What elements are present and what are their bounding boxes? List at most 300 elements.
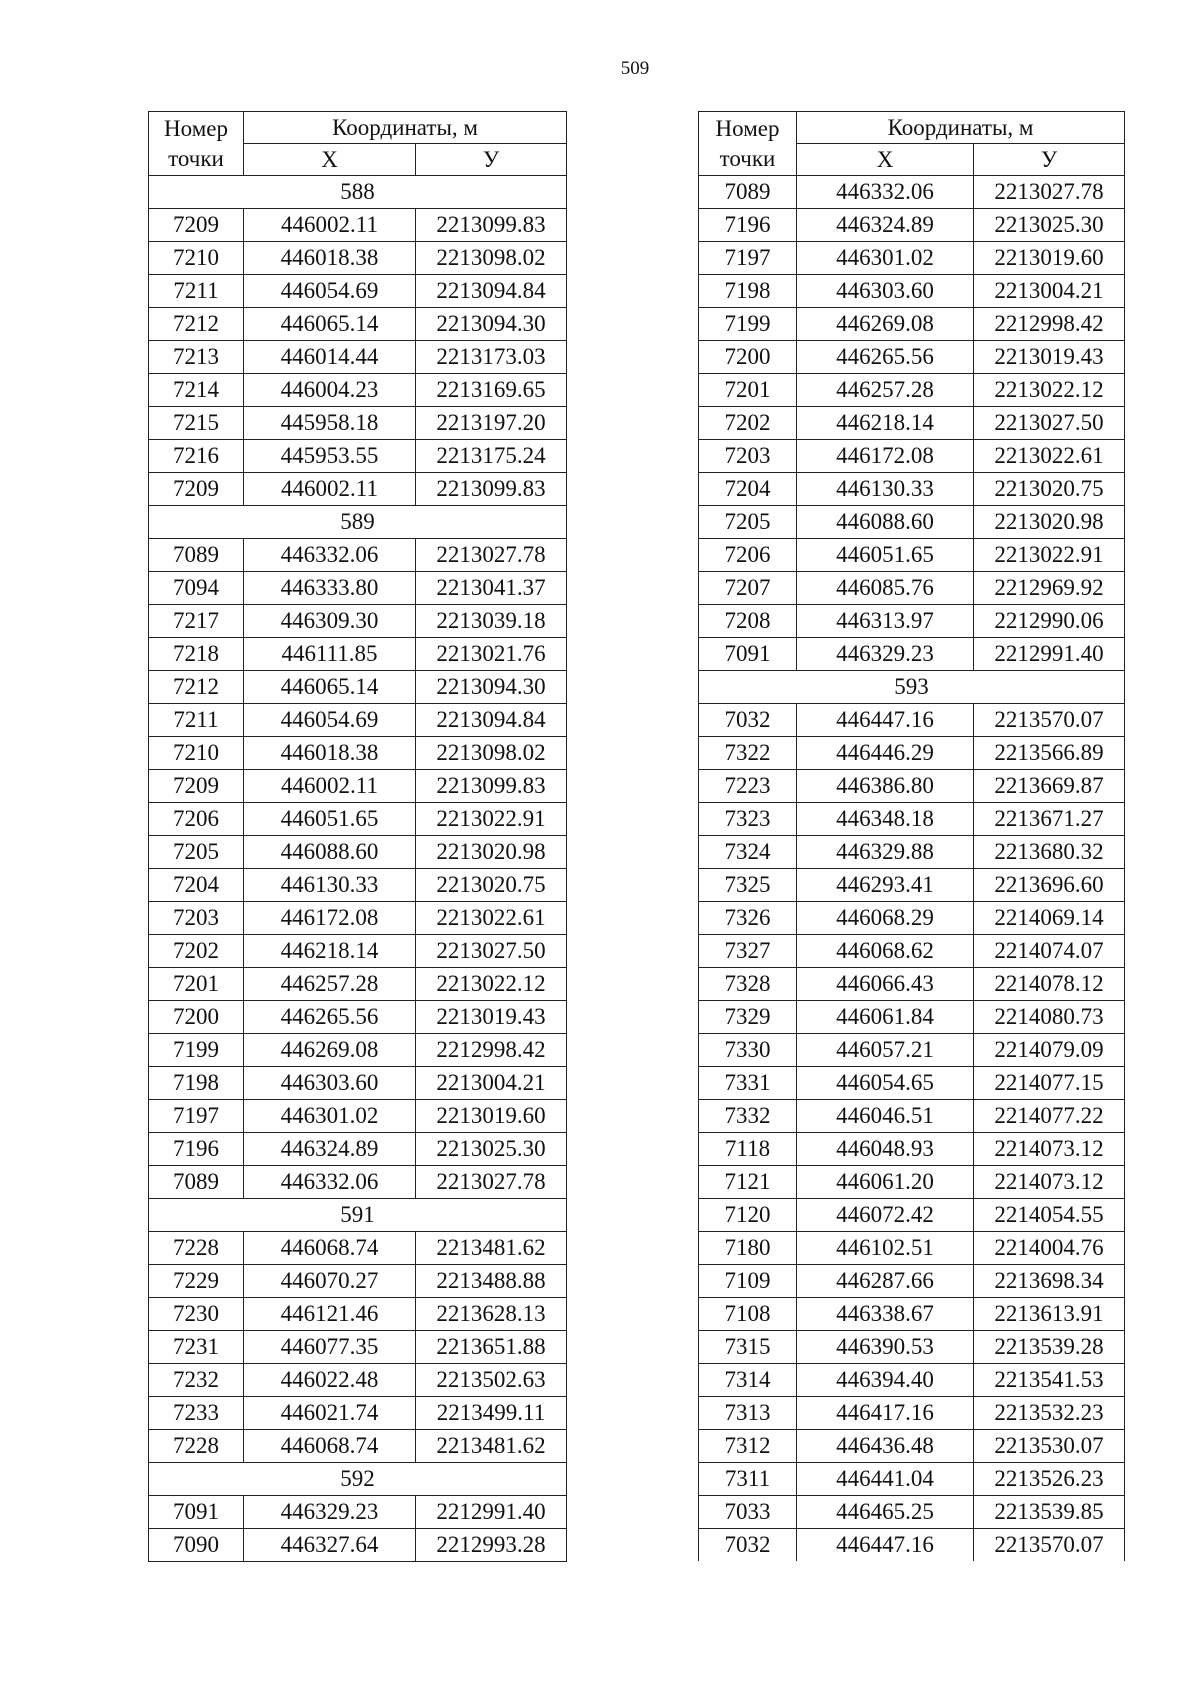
y-coordinate-cell: 2214077.22 [974,1100,1125,1133]
table-row [149,341,567,374]
x-column-header: X [797,144,974,176]
y-coordinate-cell: 2213027.78 [416,539,567,572]
point-number-cell: 7215 [149,407,244,440]
y-coordinate-cell: 2213539.28 [974,1331,1125,1364]
point-number-cell: 7332 [699,1100,797,1133]
point-number-cell: 7233 [149,1397,244,1430]
table-row [699,1529,1125,1562]
x-coordinate-cell: 446054.69 [244,704,416,737]
y-coordinate-cell: 2213027.78 [416,1166,567,1199]
x-coordinate-cell: 446394.40 [797,1364,974,1397]
table-row [699,1430,1125,1463]
y-coordinate-cell: 2213020.75 [974,473,1125,506]
y-coordinate-cell: 2213651.88 [416,1331,567,1364]
x-coordinate-cell: 446172.08 [797,440,974,473]
x-coordinate-cell: 446447.16 [797,1529,974,1562]
table-right-body [699,176,1125,1562]
x-coordinate-cell: 446002.11 [244,473,416,506]
table-row [699,1331,1125,1364]
y-coordinate-cell: 2213004.21 [974,275,1125,308]
x-coordinate-cell: 446066.43 [797,968,974,1001]
y-coordinate-cell: 2213197.20 [416,407,567,440]
x-coordinate-cell: 446070.27 [244,1265,416,1298]
point-number-cell: 7205 [699,506,797,539]
table-row [699,1034,1125,1067]
x-coordinate-cell: 446301.02 [244,1100,416,1133]
table-row [149,1001,567,1034]
point-number-cell: 7120 [699,1199,797,1232]
y-coordinate-cell: 2213698.34 [974,1265,1125,1298]
x-column-header: X [244,144,416,176]
point-number-cell: 7312 [699,1430,797,1463]
y-coordinate-cell: 2213532.23 [974,1397,1125,1430]
x-coordinate-cell: 446348.18 [797,803,974,836]
y-coordinate-cell: 2213022.12 [416,968,567,1001]
table-row [149,407,567,440]
y-coordinate-cell: 2213094.30 [416,671,567,704]
y-coordinate-cell: 2214004.76 [974,1232,1125,1265]
x-coordinate-cell: 445958.18 [244,407,416,440]
point-number-cell: 7198 [149,1067,244,1100]
table-row [149,1100,567,1133]
point-number-cell: 7231 [149,1331,244,1364]
table-row [149,935,567,968]
x-coordinate-cell: 446446.29 [797,737,974,770]
point-number-cell: 7199 [149,1034,244,1067]
point-number-header-line2: точки [168,145,224,171]
y-coordinate-cell: 2212993.28 [416,1529,567,1562]
table-row [149,770,567,803]
y-coordinate-cell: 2213488.88 [416,1265,567,1298]
table-row [149,1496,567,1529]
table-row [699,1463,1125,1496]
table-row [149,605,567,638]
y-coordinate-cell: 2213039.18 [416,605,567,638]
section-number: 589 [149,506,567,539]
x-coordinate-cell: 446390.53 [797,1331,974,1364]
table-row [149,539,567,572]
point-number-cell: 7207 [699,572,797,605]
table-row [149,440,567,473]
x-coordinate-cell: 446287.66 [797,1265,974,1298]
x-coordinate-cell: 446417.16 [797,1397,974,1430]
x-coordinate-cell: 446436.48 [797,1430,974,1463]
y-coordinate-cell: 2213098.02 [416,242,567,275]
coordinates-table-left [148,111,567,1562]
table-row [699,902,1125,935]
table-row [699,506,1125,539]
x-coordinate-cell: 446068.74 [244,1430,416,1463]
point-number-cell: 7322 [699,737,797,770]
y-coordinate-cell: 2213502.63 [416,1364,567,1397]
y-coordinate-cell: 2214080.73 [974,1001,1125,1034]
table-row [149,1067,567,1100]
y-coordinate-cell: 2214073.12 [974,1133,1125,1166]
point-number-cell: 7121 [699,1166,797,1199]
x-coordinate-cell: 446046.51 [797,1100,974,1133]
page-number: 509 [620,58,650,79]
x-coordinate-cell: 446002.11 [244,209,416,242]
y-coordinate-cell: 2213099.83 [416,473,567,506]
x-coordinate-cell: 446054.65 [797,1067,974,1100]
y-coordinate-cell: 2213566.89 [974,737,1125,770]
y-coordinate-cell: 2213539.85 [974,1496,1125,1529]
section-row [149,506,567,539]
y-coordinate-cell: 2213094.84 [416,275,567,308]
x-coordinate-cell: 446329.23 [797,638,974,671]
y-coordinate-cell: 2213019.43 [974,341,1125,374]
section-number: 593 [699,671,1125,704]
x-coordinate-cell: 446332.06 [244,539,416,572]
table-row [149,704,567,737]
table-row [149,1232,567,1265]
table-row [699,1232,1125,1265]
point-number-cell: 7196 [149,1133,244,1166]
point-number-cell: 7331 [699,1067,797,1100]
x-coordinate-cell: 446102.51 [797,1232,974,1265]
table-row [149,1298,567,1331]
point-number-cell: 7091 [699,638,797,671]
table-row [699,1067,1125,1100]
x-coordinate-cell: 446269.08 [244,1034,416,1067]
point-number-cell: 7209 [149,473,244,506]
point-number-cell: 7197 [699,242,797,275]
y-coordinate-cell: 2214054.55 [974,1199,1125,1232]
y-coordinate-cell: 2213526.23 [974,1463,1125,1496]
x-coordinate-cell: 446130.33 [797,473,974,506]
table-row [699,209,1125,242]
table-row [149,1331,567,1364]
y-coordinate-cell: 2214069.14 [974,902,1125,935]
x-coordinate-cell: 446447.16 [797,704,974,737]
point-number-cell: 7091 [149,1496,244,1529]
table-row [149,1133,567,1166]
table-left-body [149,176,567,1562]
section-row [699,671,1125,704]
x-coordinate-cell: 446265.56 [797,341,974,374]
table-row [699,1364,1125,1397]
point-number-cell: 7211 [149,704,244,737]
x-coordinate-cell: 446303.60 [797,275,974,308]
point-number-cell: 7232 [149,1364,244,1397]
table-row [699,1199,1125,1232]
y-coordinate-cell: 2213530.07 [974,1430,1125,1463]
point-number-cell: 7180 [699,1232,797,1265]
y-coordinate-cell: 2213628.13 [416,1298,567,1331]
table-row [699,836,1125,869]
x-coordinate-cell: 446269.08 [797,308,974,341]
x-coordinate-cell: 446048.93 [797,1133,974,1166]
point-number-cell: 7223 [699,770,797,803]
y-coordinate-cell: 2213099.83 [416,770,567,803]
y-coordinate-cell: 2213025.30 [974,209,1125,242]
table-row [149,803,567,836]
point-number-header-line2: точки [719,145,776,171]
point-number-cell: 7089 [699,176,797,209]
point-number-cell: 7209 [149,770,244,803]
table-row [699,638,1125,671]
y-coordinate-cell: 2214079.09 [974,1034,1125,1067]
point-number-header-line1: Номер [715,115,780,141]
table-row [149,1430,567,1463]
y-coordinate-cell: 2213169.65 [416,374,567,407]
point-number-cell: 7324 [699,836,797,869]
y-coordinate-cell: 2213680.32 [974,836,1125,869]
x-coordinate-cell: 446088.60 [244,836,416,869]
point-number-cell: 7203 [149,902,244,935]
table-row [149,902,567,935]
y-coordinate-cell: 2213099.83 [416,209,567,242]
table-row [149,572,567,605]
x-coordinate-cell: 446057.21 [797,1034,974,1067]
x-coordinate-cell: 446218.14 [244,935,416,968]
y-coordinate-cell: 2212998.42 [974,308,1125,341]
y-coordinate-cell: 2213696.60 [974,869,1125,902]
x-coordinate-cell: 445953.55 [244,440,416,473]
x-coordinate-cell: 446329.88 [797,836,974,869]
table-row [149,308,567,341]
point-number-cell: 7206 [699,539,797,572]
y-coordinate-cell: 2213175.24 [416,440,567,473]
point-number-cell: 7211 [149,275,244,308]
table-row [699,308,1125,341]
coordinates-header: Координаты, м [797,112,1125,144]
y-coordinate-cell: 2213004.21 [416,1067,567,1100]
y-coordinate-cell: 2213027.78 [974,176,1125,209]
y-coordinate-cell: 2214077.15 [974,1067,1125,1100]
table-row [149,275,567,308]
table-row [699,1298,1125,1331]
point-number-cell: 7314 [699,1364,797,1397]
x-coordinate-cell: 446332.06 [797,176,974,209]
table-row [149,1034,567,1067]
point-number-cell: 7090 [149,1529,244,1562]
x-coordinate-cell: 446265.56 [244,1001,416,1034]
point-number-cell: 7208 [699,605,797,638]
x-coordinate-cell: 446002.11 [244,770,416,803]
table-row [699,1397,1125,1430]
point-number-cell: 7327 [699,935,797,968]
point-number-cell: 7229 [149,1265,244,1298]
point-number-cell: 7094 [149,572,244,605]
x-coordinate-cell: 446051.65 [244,803,416,836]
x-coordinate-cell: 446021.74 [244,1397,416,1430]
point-number-cell: 7089 [149,1166,244,1199]
point-number-cell: 7198 [699,275,797,308]
table-row [699,605,1125,638]
y-coordinate-cell: 2213094.30 [416,308,567,341]
point-number-cell: 7230 [149,1298,244,1331]
section-row [149,1199,567,1232]
table-row [699,1133,1125,1166]
table-row [149,1529,567,1562]
y-coordinate-cell: 2213022.91 [974,539,1125,572]
y-coordinate-cell: 2213025.30 [416,1133,567,1166]
y-coordinate-cell: 2213098.02 [416,737,567,770]
point-number-cell: 7200 [149,1001,244,1034]
y-coordinate-cell: 2214074.07 [974,935,1125,968]
x-coordinate-cell: 446386.80 [797,770,974,803]
table-row [699,539,1125,572]
x-coordinate-cell: 446303.60 [244,1067,416,1100]
section-number: 588 [149,176,567,209]
x-coordinate-cell: 446293.41 [797,869,974,902]
y-coordinate-cell: 2213541.53 [974,1364,1125,1397]
point-number-cell: 7196 [699,209,797,242]
table-row [699,1166,1125,1199]
point-number-cell: 7311 [699,1463,797,1496]
y-coordinate-cell: 2213671.27 [974,803,1125,836]
point-number-cell: 7033 [699,1496,797,1529]
point-number-cell: 7201 [699,374,797,407]
y-coordinate-cell: 2213021.76 [416,638,567,671]
x-coordinate-cell: 446218.14 [797,407,974,440]
x-coordinate-cell: 446329.23 [244,1496,416,1529]
point-number-cell: 7212 [149,671,244,704]
table-row [699,275,1125,308]
point-number-cell: 7202 [699,407,797,440]
y-coordinate-cell: 2213570.07 [974,1529,1125,1562]
point-number-cell: 7206 [149,803,244,836]
y-coordinate-cell: 2213173.03 [416,341,567,374]
x-coordinate-cell: 446441.04 [797,1463,974,1496]
point-number-cell: 7217 [149,605,244,638]
point-number-cell: 7201 [149,968,244,1001]
point-number-cell: 7210 [149,242,244,275]
y-coordinate-cell: 2213027.50 [416,935,567,968]
point-number-cell: 7209 [149,209,244,242]
table-row [149,638,567,671]
table-row [149,209,567,242]
table-row [699,935,1125,968]
table-row [699,770,1125,803]
table-row [699,341,1125,374]
point-number-header [149,112,244,176]
y-coordinate-cell: 2213570.07 [974,704,1125,737]
x-coordinate-cell: 446014.44 [244,341,416,374]
table-row [699,704,1125,737]
point-number-cell: 7204 [699,473,797,506]
x-coordinate-cell: 446061.84 [797,1001,974,1034]
x-coordinate-cell: 446018.38 [244,242,416,275]
table-row [149,473,567,506]
section-number: 591 [149,1199,567,1232]
point-number-cell: 7109 [699,1265,797,1298]
y-coordinate-cell: 2212991.40 [416,1496,567,1529]
x-coordinate-cell: 446172.08 [244,902,416,935]
x-coordinate-cell: 446068.74 [244,1232,416,1265]
table-row [149,737,567,770]
x-coordinate-cell: 446054.69 [244,275,416,308]
y-coordinate-cell: 2213613.91 [974,1298,1125,1331]
y-coordinate-cell: 2213481.62 [416,1232,567,1265]
point-number-cell: 7325 [699,869,797,902]
point-number-cell: 7205 [149,836,244,869]
point-number-cell: 7032 [699,704,797,737]
point-number-cell: 7197 [149,1100,244,1133]
table-row [149,374,567,407]
x-coordinate-cell: 446313.97 [797,605,974,638]
x-coordinate-cell: 446301.02 [797,242,974,275]
y-coordinate-cell: 2213020.98 [974,506,1125,539]
x-coordinate-cell: 446332.06 [244,1166,416,1199]
y-coordinate-cell: 2213027.50 [974,407,1125,440]
table-row [149,1397,567,1430]
table-row [149,1364,567,1397]
table-row [699,407,1125,440]
x-coordinate-cell: 446061.20 [797,1166,974,1199]
y-coordinate-cell: 2213022.61 [416,902,567,935]
table-row [149,869,567,902]
table-row [699,968,1125,1001]
table-row [699,803,1125,836]
x-coordinate-cell: 446465.25 [797,1496,974,1529]
section-row [149,1463,567,1496]
table-row [699,242,1125,275]
point-number-cell: 7330 [699,1034,797,1067]
y-coordinate-cell: 2213041.37 [416,572,567,605]
x-coordinate-cell: 446333.80 [244,572,416,605]
y-coordinate-cell: 2213481.62 [416,1430,567,1463]
point-number-cell: 7213 [149,341,244,374]
point-number-cell: 7089 [149,539,244,572]
table-row [149,1166,567,1199]
table-row [149,836,567,869]
point-number-cell: 7216 [149,440,244,473]
table-row [699,440,1125,473]
point-number-cell: 7200 [699,341,797,374]
x-coordinate-cell: 446065.14 [244,671,416,704]
table-row [699,1496,1125,1529]
y-coordinate-cell: 2213499.11 [416,1397,567,1430]
section-number: 592 [149,1463,567,1496]
x-coordinate-cell: 446338.67 [797,1298,974,1331]
coordinates-header: Координаты, м [244,112,567,144]
x-coordinate-cell: 446327.64 [244,1529,416,1562]
point-number-cell: 7329 [699,1001,797,1034]
y-coordinate-cell: 2213020.98 [416,836,567,869]
point-number-header-line1: Номер [164,115,228,141]
table-row [699,869,1125,902]
table-row [149,968,567,1001]
point-number-cell: 7228 [149,1430,244,1463]
x-coordinate-cell: 446111.85 [244,638,416,671]
x-coordinate-cell: 446068.29 [797,902,974,935]
table-row [699,1265,1125,1298]
table-row [699,1100,1125,1133]
point-number-cell: 7323 [699,803,797,836]
table-row [149,671,567,704]
x-coordinate-cell: 446018.38 [244,737,416,770]
point-number-cell: 7210 [149,737,244,770]
point-number-cell: 7199 [699,308,797,341]
y-coordinate-cell: 2213094.84 [416,704,567,737]
y-coordinate-cell: 2212969.92 [974,572,1125,605]
point-number-cell: 7202 [149,935,244,968]
x-coordinate-cell: 446309.30 [244,605,416,638]
x-coordinate-cell: 446004.23 [244,374,416,407]
point-number-header [699,112,797,176]
point-number-cell: 7212 [149,308,244,341]
y-coordinate-cell: 2212998.42 [416,1034,567,1067]
table-row [699,572,1125,605]
table-row [699,737,1125,770]
y-coordinate-cell: 2213022.91 [416,803,567,836]
section-row [149,176,567,209]
table-row [699,374,1125,407]
table-row [699,176,1125,209]
x-coordinate-cell: 446022.48 [244,1364,416,1397]
